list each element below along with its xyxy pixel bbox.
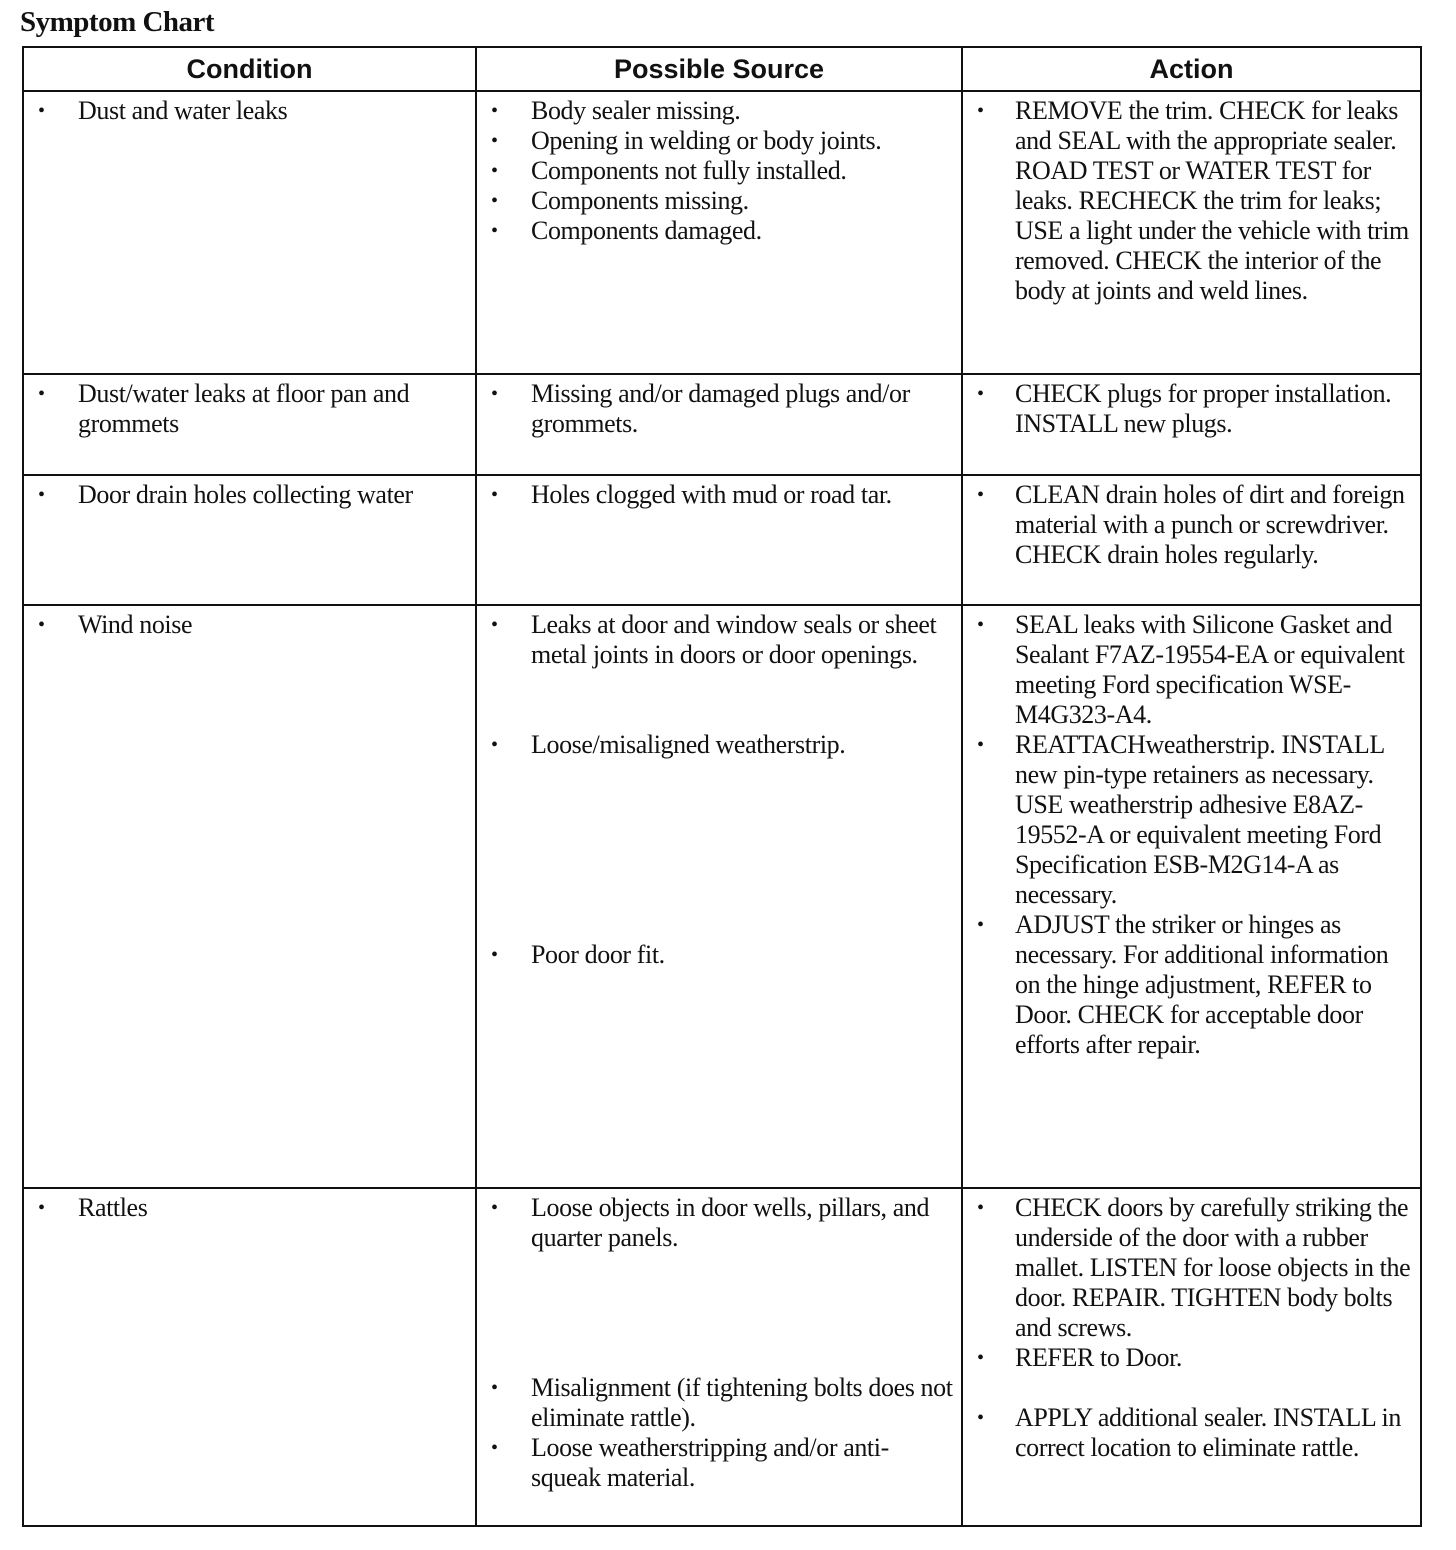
action-cell [962,91,1421,374]
source-item: • Poor door fit. [489,940,953,970]
header-condition: Condition [23,47,476,91]
header-action: Action [962,47,1421,91]
source-item: • Components not fully installed. [489,156,953,186]
source-cell [476,91,962,374]
source-item: • Loose weatherstripping and/or anti-squeak material. [489,1433,953,1493]
source-cell [476,475,962,605]
action-cell [962,374,1421,475]
action-cell [962,605,1421,1188]
source-item: • Body sealer missing. [489,96,953,126]
source-item: • Leaks at door and window seals or sheet metal joints in doors or door openings. [489,610,953,670]
source-cell [476,605,962,1188]
source-cell [476,374,962,475]
table-row [23,475,1421,605]
source-item: • Opening in welding or body joints. [489,126,953,156]
action-item: • CHECK doors by carefully striking the underside of the door with a rubber mallet. LISTEN for loose objects in the door. REPAIR. TIGHTEN body bolts and screws. [975,1193,1412,1343]
action-cell [962,1188,1421,1526]
page-title: Symptom Chart [20,6,215,38]
action-item: • CHECK plugs for proper installation. INSTALL new plugs. [975,379,1412,439]
condition-item: • Rattles [36,1193,467,1223]
source-item: • Loose objects in door wells, pillars, and quarter panels. [489,1193,953,1253]
condition-cell [23,475,476,605]
source-item: • Components damaged. [489,216,953,246]
action-item: • SEAL leaks with Silicone Gasket and Sealant F7AZ-19554-EA or equivalent meeting Ford specification WSE-M4G323-A4. [975,610,1412,730]
source-item: • Holes clogged with mud or road tar. [489,480,953,510]
condition-item: • Dust/water leaks at floor pan and grommets [36,379,467,439]
table-row [23,91,1421,374]
table-row [23,605,1421,1188]
condition-cell [23,605,476,1188]
source-item: • Missing and/or damaged plugs and/or grommets. [489,379,953,439]
action-item: • REMOVE the trim. CHECK for leaks and SEAL with the appropriate sealer. ROAD TEST or WATER TEST for leaks. RECHECK the trim for leaks; USE a light under the vehicle with trim removed. CHECK the interior of the body at joints and weld lines. [975,96,1412,306]
action-item: • ADJUST the striker or hinges as necessary. For additional information on the hinge adjustment, REFER to Door. CHECK for acceptable door efforts after repair. [975,910,1412,1060]
source-item: • Components missing. [489,186,953,216]
source-cell [476,1188,962,1526]
action-item: • APPLY additional sealer. INSTALL in correct location to eliminate rattle. [975,1403,1412,1463]
table-row [23,1188,1421,1526]
header-row [23,47,1421,91]
symptom-chart-table [22,46,1422,1527]
header-possible-source: Possible Source [476,47,962,91]
action-item: • REFER to Door. [975,1343,1412,1373]
condition-cell [23,1188,476,1526]
source-item: • Loose/misaligned weatherstrip. [489,730,953,760]
action-item: • CLEAN drain holes of dirt and foreign material with a punch or screwdriver. CHECK drain holes regularly. [975,480,1412,570]
action-cell [962,475,1421,605]
condition-cell [23,374,476,475]
source-item: • Misalignment (if tightening bolts does not eliminate rattle). [489,1373,953,1433]
condition-item: • Dust and water leaks [36,96,467,126]
table-row [23,374,1421,475]
action-item: • REATTACHweatherstrip. INSTALL new pin-type retainers as necessary. USE weatherstrip adhesive E8AZ-19552-A or equivalent meeting Ford Specification ESB-M2G14-A as necessary. [975,730,1412,910]
condition-item: • Wind noise [36,610,467,640]
condition-item: • Door drain holes collecting water [36,480,467,510]
condition-cell [23,91,476,374]
